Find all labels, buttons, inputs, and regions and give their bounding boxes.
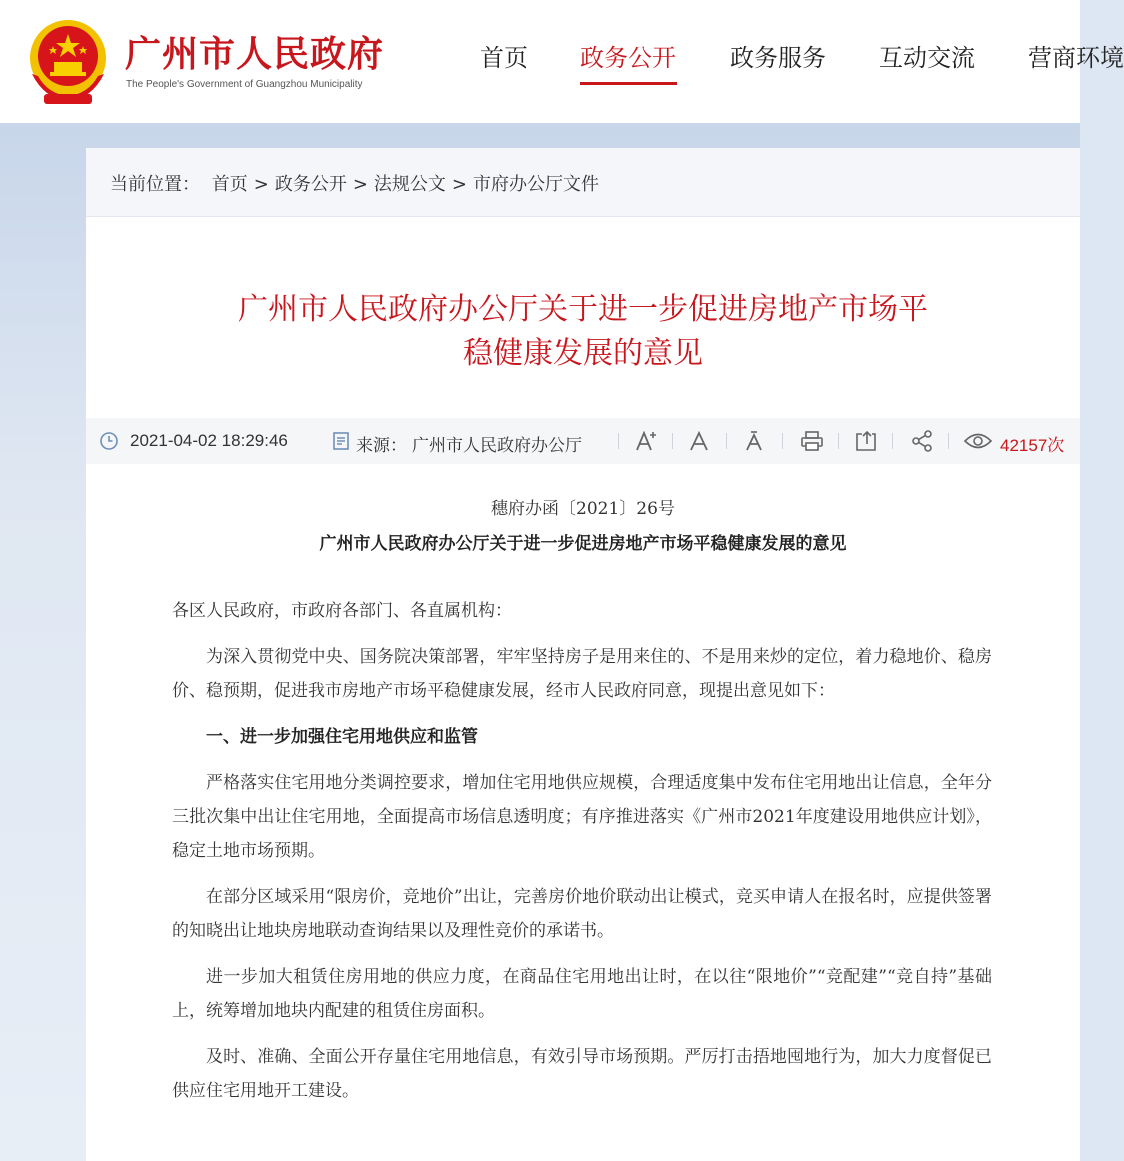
article-body <box>172 594 992 1108</box>
breadcrumb-separator: > <box>253 174 269 195</box>
source-value: 广州市人民政府办公厅 <box>412 436 582 455</box>
body-paragraph: 及时、准确、全面公开存量住宅用地信息，有效引导市场预期。严厉打击捂地囤地行为，加大力度督促已供应住宅用地开工建设。 <box>172 1047 992 1101</box>
share-icon[interactable] <box>910 429 934 453</box>
breadcrumb-separator: > <box>352 174 368 195</box>
breadcrumb-separator: > <box>451 174 468 195</box>
eye-icon <box>962 429 994 453</box>
breadcrumb <box>110 170 599 196</box>
salutation: 各区人民政府，市政府各部门、各直属机构： <box>172 601 512 621</box>
toolbar-divider <box>672 433 673 449</box>
breadcrumb-office-documents[interactable]: 市府办公厅文件 <box>473 174 600 195</box>
print-icon[interactable] <box>800 429 824 453</box>
article-meta-bar <box>86 418 1080 464</box>
content-card <box>86 148 1080 1161</box>
nav-active-indicator <box>580 82 677 85</box>
breadcrumb-home[interactable]: 首页 <box>211 174 248 195</box>
document-title: 广州市人民政府办公厅关于进一步促进房地产市场平稳健康发展的意见 <box>319 534 847 554</box>
nav-item-services[interactable]: 政务服务 <box>730 44 826 72</box>
font-smaller-icon[interactable] <box>744 429 766 453</box>
article-title-line2: 稳健康发展的意见 <box>463 336 703 371</box>
clock-icon <box>98 430 120 452</box>
nav-item-government-affairs[interactable]: 政务公开 <box>580 44 676 72</box>
site-subtitle: The People's Government of Guangzhou Municipality <box>126 79 363 90</box>
publish-date: 2021-04-02 18:29:46 <box>130 431 288 450</box>
document-number: 穗府办函〔2021〕26号 <box>491 499 675 519</box>
font-larger-icon[interactable] <box>634 429 660 453</box>
article-title-line1: 广州市人民政府办公厅关于进一步促进房地产市场平 <box>238 292 928 327</box>
view-count: 42157次 <box>1000 436 1065 455</box>
toolbar-divider <box>726 433 727 449</box>
nav-item-interaction[interactable]: 互动交流 <box>879 44 975 72</box>
toolbar-divider <box>782 433 783 449</box>
toolbar-divider <box>838 433 839 449</box>
body-paragraph: 进一步加大租赁住房用地的供应力度，在商品住宅用地出让时，在以往“限地价”“竞配建”“竞自持”基础上，统筹增加地块内配建的租赁住房面积。 <box>172 967 992 1021</box>
intro-paragraph: 为深入贯彻党中央、国务院决策部署，牢牢坚持房子是用来住的、不是用来炒的定位，着力稳地价、稳房价、稳预期，促进我市房地产市场平稳健康发展，经市人民政府同意，现提出意见如下： <box>172 647 992 701</box>
body-paragraph: 严格落实住宅用地分类调控要求，增加住宅用地供应规模，合理适度集中发布住宅用地出让信息，全年分三批次集中出让住宅用地，全面提高市场信息透明度；有序推进落实《广州市2021年度建设用地供应计划》，稳定土地市场预期。 <box>172 773 992 861</box>
article-title <box>146 288 1020 376</box>
site-header <box>0 0 1124 123</box>
font-normal-icon[interactable] <box>688 429 710 453</box>
toolbar-divider <box>892 433 893 449</box>
site-title[interactable]: 广州市人民政府 <box>125 34 385 75</box>
nav-item-business-environment[interactable]: 营商环境 <box>1028 44 1124 72</box>
breadcrumb-prefix: 当前位置： <box>110 174 200 195</box>
breadcrumb-regulations[interactable]: 法规公文 <box>373 174 446 195</box>
document-icon <box>330 430 352 452</box>
body-paragraph: 在部分区域采用“限房价，竞地价”出让，完善房价地价联动出让模式，竞买申请人在报名时，应提供签署的知晓出让地块房地联动查询结果以及理性竞价的承诺书。 <box>172 887 992 941</box>
breadcrumb-government-affairs[interactable]: 政务公开 <box>274 174 347 195</box>
section-heading: 一、进一步加强住宅用地供应和监管 <box>206 727 478 747</box>
main-nav <box>0 0 1124 123</box>
breadcrumb-bar <box>86 148 1080 217</box>
export-icon[interactable] <box>854 429 878 453</box>
source-label: 来源： <box>356 436 407 455</box>
toolbar-divider <box>618 433 619 449</box>
nav-item-home[interactable]: 首页 <box>480 44 528 72</box>
toolbar-divider <box>948 433 949 449</box>
